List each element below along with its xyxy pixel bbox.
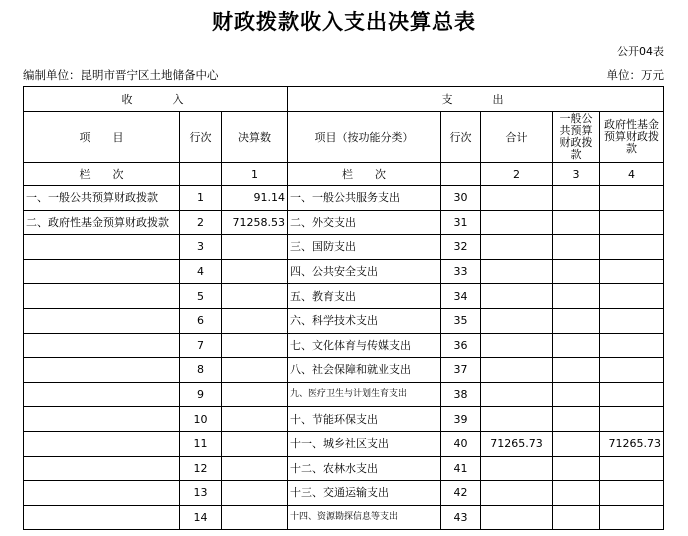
general-budget-cell — [553, 333, 600, 358]
income-line-no-cell: 9 — [180, 382, 222, 407]
income-line-no-cell: 3 — [180, 235, 222, 260]
expense-total-cell — [481, 382, 553, 407]
income-amount-cell — [222, 284, 288, 309]
income-amount-cell: 71258.53 — [222, 210, 288, 235]
income-item-cell — [24, 259, 180, 284]
general-budget-cell — [553, 456, 600, 481]
income-line-no-cell: 2 — [180, 210, 222, 235]
table-row — [24, 505, 664, 530]
total-header: 合计 — [481, 112, 553, 163]
income-line-no-cell: 4 — [180, 259, 222, 284]
empty-cell — [180, 163, 222, 186]
table-row — [24, 456, 664, 481]
line-no-header-2: 行次 — [441, 112, 481, 163]
expense-line-no-cell: 42 — [441, 481, 481, 506]
income-line-no-cell: 1 — [180, 186, 222, 211]
expense-header: 支 出 — [288, 87, 664, 112]
header-row-3 — [24, 163, 664, 186]
expense-line-no-cell: 30 — [441, 186, 481, 211]
expense-total-cell — [481, 308, 553, 333]
income-line-no-cell: 7 — [180, 333, 222, 358]
final-amount-header: 决算数 — [222, 112, 288, 163]
table-row — [24, 358, 664, 383]
income-amount-cell — [222, 308, 288, 333]
table-row — [24, 284, 664, 309]
fund-budget-header: 政府性基金预算财政拨款 — [600, 112, 664, 163]
budget-table — [23, 86, 664, 530]
income-item-cell — [24, 358, 180, 383]
income-line-no-cell: 5 — [180, 284, 222, 309]
expense-item-cell: 六、科学技术支出 — [288, 308, 441, 333]
empty-cell — [441, 163, 481, 186]
table-row — [24, 382, 664, 407]
table-row — [24, 259, 664, 284]
expense-item-cell: 八、社会保障和就业支出 — [288, 358, 441, 383]
expense-total-cell — [481, 456, 553, 481]
col-index-3: 3 — [553, 163, 600, 186]
column-label-2: 栏 次 — [288, 163, 441, 186]
general-budget-cell — [553, 358, 600, 383]
expense-total-cell — [481, 481, 553, 506]
expense-line-no-cell: 41 — [441, 456, 481, 481]
expense-item-cell: 二、外交支出 — [288, 210, 441, 235]
table-row — [24, 186, 664, 211]
fund-budget-cell — [600, 505, 664, 530]
fund-budget-cell — [600, 382, 664, 407]
income-item-cell — [24, 284, 180, 309]
expense-item-cell: 四、公共安全支出 — [288, 259, 441, 284]
expense-item-cell: 一、一般公共服务支出 — [288, 186, 441, 211]
column-label: 栏 次 — [24, 163, 180, 186]
expense-line-no-cell: 39 — [441, 407, 481, 432]
general-budget-cell — [553, 308, 600, 333]
income-amount-cell — [222, 481, 288, 506]
income-amount-cell — [222, 382, 288, 407]
item-header: 项 目 — [24, 112, 180, 163]
expense-total-cell — [481, 210, 553, 235]
fund-budget-cell — [600, 456, 664, 481]
income-line-no-cell: 11 — [180, 431, 222, 456]
header-row-2 — [24, 112, 664, 163]
income-amount-cell: 91.14 — [222, 186, 288, 211]
expense-total-cell — [481, 284, 553, 309]
income-line-no-cell: 12 — [180, 456, 222, 481]
col-index-2: 2 — [481, 163, 553, 186]
fund-budget-cell — [600, 210, 664, 235]
income-amount-cell — [222, 407, 288, 432]
general-budget-cell — [553, 186, 600, 211]
income-amount-cell — [222, 358, 288, 383]
general-budget-cell — [553, 210, 600, 235]
income-line-no-cell: 6 — [180, 308, 222, 333]
income-item-cell — [24, 505, 180, 530]
expense-line-no-cell: 37 — [441, 358, 481, 383]
col-index-1: 1 — [222, 163, 288, 186]
expense-line-no-cell: 32 — [441, 235, 481, 260]
page-title: 财政拨款收入支出决算总表 — [212, 10, 476, 34]
func-item-header: 项目（按功能分类） — [288, 112, 441, 163]
table-row — [24, 481, 664, 506]
table-row — [24, 333, 664, 358]
unit-label: 单位：万元 — [606, 68, 664, 82]
expense-total-cell — [481, 505, 553, 530]
income-item-cell — [24, 431, 180, 456]
expense-item-cell: 十二、农林水支出 — [288, 456, 441, 481]
expense-item-cell: 十三、交通运输支出 — [288, 481, 441, 506]
table-row — [24, 308, 664, 333]
general-budget-cell — [553, 284, 600, 309]
income-amount-cell — [222, 505, 288, 530]
general-budget-cell — [553, 481, 600, 506]
expense-line-no-cell: 34 — [441, 284, 481, 309]
income-line-no-cell: 8 — [180, 358, 222, 383]
table-row — [24, 210, 664, 235]
income-item-cell — [24, 333, 180, 358]
fund-budget-cell — [600, 358, 664, 383]
income-amount-cell — [222, 333, 288, 358]
expense-item-cell: 十、节能环保支出 — [288, 407, 441, 432]
expense-total-cell — [481, 407, 553, 432]
general-budget-cell — [553, 407, 600, 432]
expense-item-cell: 三、国防支出 — [288, 235, 441, 260]
expense-total-cell — [481, 235, 553, 260]
expense-total-cell: 71265.73 — [481, 431, 553, 456]
general-budget-cell — [553, 431, 600, 456]
general-budget-cell — [553, 382, 600, 407]
expense-item-cell: 九、医疗卫生与计划生育支出 — [288, 382, 441, 407]
expense-line-no-cell: 40 — [441, 431, 481, 456]
income-amount-cell — [222, 456, 288, 481]
fund-budget-cell: 71265.73 — [600, 431, 664, 456]
income-item-cell — [24, 235, 180, 260]
fund-budget-cell — [600, 186, 664, 211]
expense-line-no-cell: 36 — [441, 333, 481, 358]
header-row-1 — [24, 87, 664, 112]
table-row — [24, 431, 664, 456]
expense-line-no-cell: 33 — [441, 259, 481, 284]
fund-budget-cell — [600, 333, 664, 358]
general-budget-cell — [553, 259, 600, 284]
expense-item-cell: 十一、城乡社区支出 — [288, 431, 441, 456]
fund-budget-cell — [600, 481, 664, 506]
expense-total-cell — [481, 259, 553, 284]
expense-line-no-cell: 31 — [441, 210, 481, 235]
income-item-cell — [24, 407, 180, 432]
income-line-no-cell: 10 — [180, 407, 222, 432]
table-row — [24, 235, 664, 260]
income-item-cell — [24, 382, 180, 407]
income-amount-cell — [222, 235, 288, 260]
income-item-cell — [24, 481, 180, 506]
expense-line-no-cell: 35 — [441, 308, 481, 333]
income-item-cell — [24, 456, 180, 481]
table-row — [24, 407, 664, 432]
income-line-no-cell: 13 — [180, 481, 222, 506]
fund-budget-cell — [600, 259, 664, 284]
income-item-cell: 二、政府性基金预算财政拨款 — [24, 210, 180, 235]
fund-budget-cell — [600, 308, 664, 333]
general-budget-cell — [553, 505, 600, 530]
income-amount-cell — [222, 259, 288, 284]
expense-item-cell: 七、文化体育与传媒支出 — [288, 333, 441, 358]
expense-line-no-cell: 43 — [441, 505, 481, 530]
general-budget-header: 一般公共预算财政拨款 — [553, 112, 600, 163]
expense-total-cell — [481, 186, 553, 211]
org-label: 编制单位：昆明市晋宁区土地储备中心 — [23, 68, 219, 82]
expense-total-cell — [481, 333, 553, 358]
line-no-header: 行次 — [180, 112, 222, 163]
fund-budget-cell — [600, 235, 664, 260]
income-item-cell: 一、一般公共预算财政拨款 — [24, 186, 180, 211]
income-line-no-cell: 14 — [180, 505, 222, 530]
fund-budget-cell — [600, 284, 664, 309]
expense-item-cell: 五、教育支出 — [288, 284, 441, 309]
income-amount-cell — [222, 431, 288, 456]
form-number: 公开04表 — [617, 45, 664, 58]
fund-budget-cell — [600, 407, 664, 432]
expense-total-cell — [481, 358, 553, 383]
expense-line-no-cell: 38 — [441, 382, 481, 407]
income-item-cell — [24, 308, 180, 333]
general-budget-cell — [553, 235, 600, 260]
col-index-4: 4 — [600, 163, 664, 186]
expense-item-cell: 十四、资源勘探信息等支出 — [288, 505, 441, 530]
income-header: 收 入 — [24, 87, 288, 112]
